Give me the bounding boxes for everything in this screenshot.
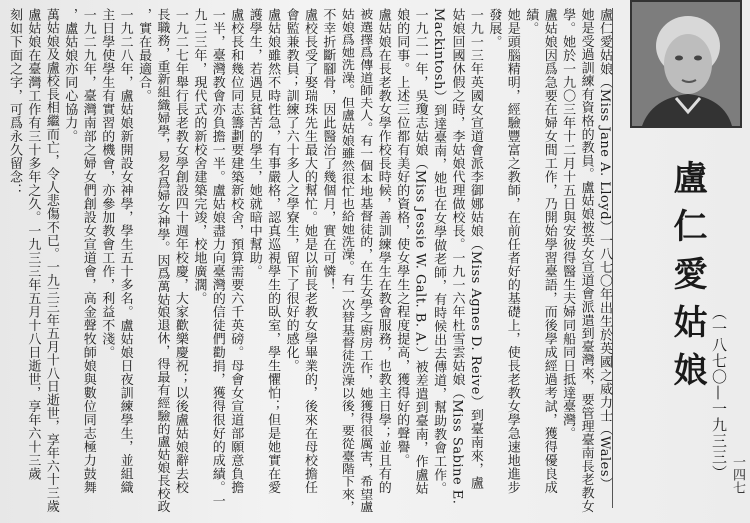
- title-divider: [612, 8, 613, 508]
- text-column: 一半，臺灣教會亦負擔一半。盧姑娘盡力向臺灣的信徒們勸捐，獲得很好的成績。一: [209, 8, 225, 508]
- text-column: 長職務，重新組織婦學，易名爲婦女神學。因爲萬姑娘退休，得最有經驗的盧姑娘長校政: [154, 8, 170, 513]
- text-column: 盧姑娘雖然不時性急，有事嚴格，認真巡視學生的臥室，學生懼怕；但是她實在愛: [265, 8, 281, 494]
- text-column: 盧姑娘因爲急要在婦女間工作，乃開始學習臺語，而後學成經過考試，獲得優良成: [541, 8, 557, 494]
- text-column: 盧校長受了娶瑞珠先生最大的幫忙。她是以前長老教女學畢業的，後來在母校擔任: [302, 8, 317, 494]
- text-column: 一九二一年，吳瓊志姑娘（Miss Jessie W. Galt. B. A.）被差遣到臺南，作盧姑: [412, 8, 428, 496]
- text-column: 會監兼教員；訓練了六十多人之學寮生，留下了很好的感化。: [283, 8, 299, 373]
- page-number: 一四七: [730, 455, 745, 494]
- text-column: 萬姑娘及盧校長相繼而亡，令人悲傷不已。一九三三年五月十八日逝世，享年六十三歲: [43, 8, 59, 513]
- text-column: ，實在最適合。: [136, 8, 152, 103]
- text-column: Mackintosh）到達臺南，她也在女學做老師，有時候出去傳道，幫助教會工作。: [431, 8, 447, 495]
- text-column: 她是頭腦精明，經驗豐富之教師，在前任者好的基礎上，使長老教女學急速地進步: [504, 8, 520, 494]
- text-column: 盧姑娘在長老教女學作校長時候，善訓練學生在教會服務，也教主日學；並且有的: [375, 8, 391, 494]
- text-column: 不幸折斷腳骨，因此醫治了幾個月，實在可憐！: [320, 8, 336, 292]
- text-column: 一九二七年舉行長老教女學創設四十週年校慶，大家歡樂慶祝；以後盧姑娘辭去校: [172, 8, 188, 494]
- text-column: 盧校長和幾位同志籌劃要建築新校舍，預算需要六千英磅。母會女宣道部願意負擔: [228, 8, 244, 494]
- text-column: 九二三年，現代式的新校舍建築完竣，校地廣濶。: [191, 8, 207, 305]
- life-years: （一八七〇—一九三三）: [710, 305, 728, 481]
- text-column: 主日學使學生有實習的機會，亦參加教會工作，利益不淺。: [99, 8, 115, 359]
- text-column: 護學生，若遇見貧苦的學生，她就暗中幫助。: [246, 8, 262, 278]
- text-column: 娘的同事。上述三位都有美好的資格，使女學生之程度提高，獲得好的聲譽。: [394, 8, 410, 467]
- text-column: 一九一三年英國女宣道會派李御娜姑娘（Miss Agnes D. Reive）到臺南來，盧: [467, 8, 483, 490]
- text-column: 刻如下面之字，可爲永久留念：: [7, 8, 22, 197]
- portrait-photo: [630, 0, 742, 128]
- text-column: 姑娘爲她洗澡。但盧姑娘雖然很忙也給她洗澡。有一次替基督徒洗澡以後，要從臺階下來，: [338, 8, 354, 513]
- text-column: 發展。: [486, 8, 502, 49]
- text-column: 學。她於一九〇三年十二月十五日與安彼得醫生夫婦同船同日抵達臺灣。: [560, 8, 576, 440]
- text-column: 績。: [523, 8, 539, 35]
- text-column: 她是受過訓練有資格的教員。盧姑娘被英女宣道會派遣到臺灣來，要管理臺南長老教女: [578, 8, 594, 513]
- text-column: 盧仁愛姑娘（Miss Jane A. Lloyd）一八七〇年出生於英國之威力士（Wales）: [597, 8, 612, 491]
- text-column: 姑娘回國休假之時，李姑娘代理做校長。一九一六年杜雪雲姑娘（Miss Sabine E.: [449, 8, 465, 505]
- text-column: 盧姑娘在臺灣工作有三十多年之久。一九三三年五月十八日逝世，享年六十三歲: [25, 8, 41, 481]
- text-column: 一九二九年，臺灣南部之婦女們創設女宣道會，高金聲牧師娘與數位同志極力鼓舞: [80, 8, 96, 494]
- text-column: ，盧姑娘亦同心協力。: [62, 8, 78, 143]
- page-title: 盧仁愛姑娘: [667, 160, 707, 400]
- text-column: 一九二八年，盧姑娘新開設女神學，學生五十多名。盧姑娘日夜訓練學生，並組織: [117, 8, 133, 494]
- text-column: 被選擇爲傳道師夫人。有一個本地基督徒的，在生女學之廚房工作，她獲得很厲害，希望盧: [357, 8, 373, 513]
